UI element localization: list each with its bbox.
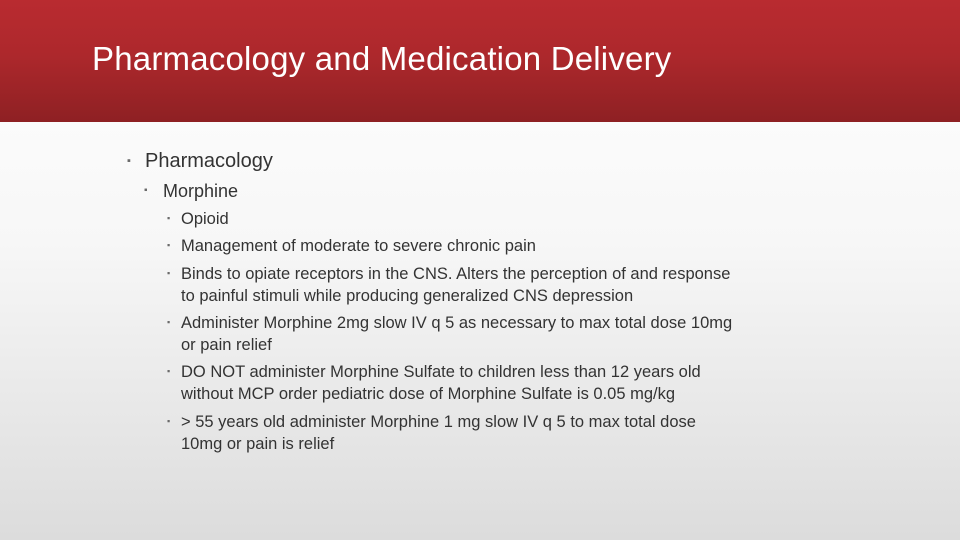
bullet-marker: ▪ [127, 155, 131, 167]
level2-item-morphine: Morphine [163, 181, 239, 201]
bullet-marker: ▪ [167, 317, 171, 327]
bullet-marker: ▪ [167, 240, 171, 250]
level3-item-management: Management of moderate to severe chronic pain [181, 237, 536, 255]
level3-item-do-not-line2: without MCP order pediatric dose of Morphine Sulfate is 0.05 mg/kg [181, 385, 676, 403]
level3-item-administer-line1: Administer Morphine 2mg slow IV q 5 as necessary to max total dose 10mg [181, 314, 733, 332]
slide-title: Pharmacology and Medication Delivery [92, 40, 672, 77]
bullet-marker: ▪ [167, 268, 171, 278]
bullet-marker: ▪ [167, 213, 171, 223]
level3-item-opioid: Opioid [181, 210, 229, 228]
level3-item-binds-line2: to painful stimuli while producing generalized CNS depression [181, 287, 634, 305]
level3-item-administer-line2: or pain relief [181, 336, 272, 354]
bullet-marker: ▪ [144, 185, 148, 196]
level3-item-do-not-line1: DO NOT administer Morphine Sulfate to children less than 12 years old [181, 363, 701, 381]
level3-item-over-55-line2: 10mg or pain is relief [181, 435, 335, 453]
bullet-marker: ▪ [167, 416, 171, 426]
level1-item-pharmacology: Pharmacology [145, 150, 273, 172]
bullet-marker: ▪ [167, 366, 171, 376]
level3-item-binds-line1: Binds to opiate receptors in the CNS. Alters the perception of and response [181, 265, 731, 283]
level3-item-over-55-line1: > 55 years old administer Morphine 1 mg slow IV q 5 to max total dose [181, 413, 696, 431]
